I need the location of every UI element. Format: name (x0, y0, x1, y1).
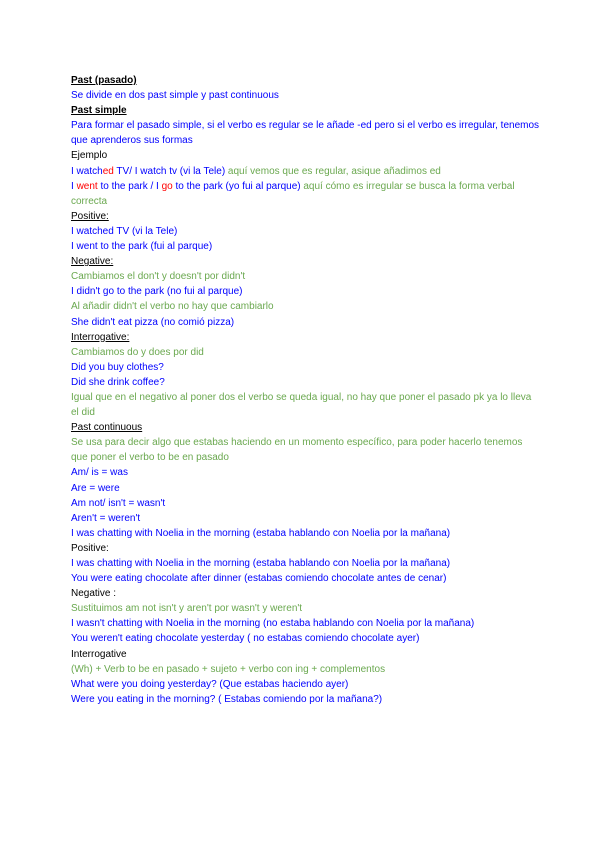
example-irregular-mid: to the park / I (97, 180, 162, 192)
example-irregular-verb1: went (76, 180, 98, 192)
interrogative-example-2: Did she drink coffee? (71, 376, 165, 388)
rule-werent: Aren't = weren't (71, 512, 141, 524)
example-regular-note: aquí vemos que es regular, asique añadimos ed (225, 165, 441, 177)
example-irregular (71, 179, 541, 209)
continuous-positive-2: You were eating chocolate after dinner (estabas comiendo chocolate antes de cenar) (71, 573, 447, 585)
example-regular-rest: TV/ I watch tv (vi la Tele) (113, 165, 226, 177)
negative-note: Cambiamos el don't y doesn't por didn't (71, 271, 246, 283)
positive-example-2: I went to the park (fui al parque) (71, 241, 213, 253)
continuous-interrogative-1: What were you doing yesterday? (Que estabas haciendo ayer) (71, 678, 349, 690)
example-irregular-rest: to the park (yo fui al parque) (172, 180, 301, 192)
example-irregular-verb2: go (161, 180, 173, 192)
rule-were: Are = were (71, 482, 120, 494)
rule-wasnt: Am not/ isn't = wasn't (71, 497, 166, 509)
example-irregular-note: aquí cómo es irregular se busca la forma verbal correcta (71, 180, 515, 207)
rule-was: Am/ is = was (71, 467, 128, 479)
continuous-positive-1: I was chatting with Noelia in the morning (estaba hablando con Noelia por la mañana) (71, 558, 451, 569)
example-regular-suffix: ed (102, 165, 114, 177)
continuous-negative-2: You weren't eating chocolate yesterday ( no estabas comiendo chocolate ayer) (71, 633, 420, 645)
negative-label: Negative: (71, 256, 114, 268)
continuous-interrogative-note: (Wh) + Verb to be en pasado + sujeto + verbo con ing + complementos (71, 663, 386, 675)
continuous-positive-label: Positive: (71, 542, 109, 554)
continuous-interrogative-2: Were you eating in the morning? ( Estabas comiendo por la mañana?) (71, 693, 383, 705)
document-page (71, 73, 541, 707)
negative-example-1: I didn't go to the park (no fui al parque) (71, 286, 243, 298)
ejemplo-label: Ejemplo (71, 150, 108, 162)
negative-note-2: Al añadir didn't el verbo no hay que cambiarlo (71, 301, 274, 313)
past-heading: Past (pasado) (71, 75, 137, 86)
continuous-negative-label: Negative : (71, 588, 117, 600)
positive-label: Positive: (71, 210, 109, 222)
past-continuous-heading: Past continuous (71, 422, 143, 434)
example-regular (71, 164, 541, 179)
example-regular-text: I watch (71, 165, 103, 177)
past-continuous-intro: Se usa para decir algo que estabas haciendo en un momento específico, para poder hacerlo tenemos que poner el verbo to be en pasado (71, 437, 523, 464)
continuous-negative-1: I wasn't chatting with Noelia in the morning (no estaba hablando con Noelia por la mañana) (71, 618, 475, 630)
interrogative-note: Cambiamos do y does por did (71, 346, 204, 358)
positive-example-1: I watched TV (vi la Tele) (71, 225, 178, 237)
negative-example-2: She didn't eat pizza (no comió pizza) (71, 316, 235, 328)
past-simple-heading: Past simple (71, 105, 127, 117)
past-intro: Se divide en dos past simple y past continuous (71, 90, 279, 102)
continuous-negative-note: Sustituimos am not isn't y aren't por wasn't y weren't (71, 603, 303, 615)
interrogative-note-2: Igual que en el negativo al poner dos el verbo se queda igual, no hay que poner el pasado pk ya lo lleva el did (71, 391, 532, 419)
continuous-interrogative-label: Interrogative (71, 648, 127, 660)
past-simple-intro: Para formar el pasado simple, si el verbo es regular se le añade -ed pero si el verbo es irregular, tenemos que aprenderos sus formas (71, 120, 540, 147)
interrogative-label: Interrogative: (71, 331, 130, 343)
continuous-example: I was chatting with Noelia in the morning (estaba hablando con Noelia por la mañana) (71, 527, 451, 539)
interrogative-example-1: Did you buy clothes? (71, 361, 164, 373)
example-irregular-text: I (71, 180, 77, 192)
